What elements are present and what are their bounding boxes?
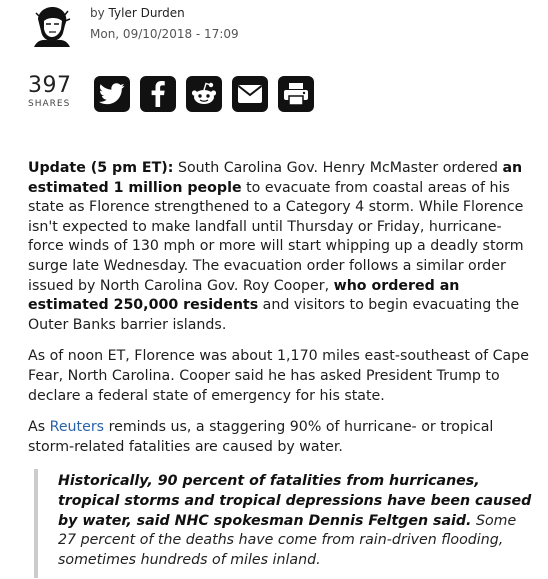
twitter-icon <box>99 83 125 105</box>
social-share-bar <box>94 76 314 112</box>
facebook-share-button[interactable] <box>140 76 176 112</box>
twitter-share-button[interactable] <box>94 76 130 112</box>
article-paragraph-update: Update (5 pm ET): South Carolina Gov. Henry McMaster ordered an estimated 1 million people to evacuate from coastal areas of his state as Florence strengthened to a Category 4 storm. While Florence isn't expected to make landfall until Thursday or Friday, hurricane-force winds of 130 mph or more will start whipping up a deadly storm surge late Wednesday. The evacuation order follows a similar order issued by North Carolina Gov. Roy Cooper, who ordered an estimated 250,000 residents and visitors to begin evacuating the Outer Banks barrier islands. <box>28 160 524 333</box>
update-lead: Update (5 pm ET): <box>28 160 174 176</box>
author-avatar[interactable] <box>30 3 74 47</box>
email-icon <box>237 84 263 104</box>
print-icon <box>283 82 309 106</box>
article-byline <box>0 0 548 60</box>
email-share-button[interactable] <box>232 76 268 112</box>
facebook-icon <box>150 81 166 107</box>
share-counter <box>28 74 76 110</box>
byline-author <box>90 6 185 20</box>
byline-prefix: by <box>90 6 105 20</box>
blockquote <box>34 469 533 578</box>
share-label: SHARES <box>28 99 71 109</box>
share-count: 397 <box>28 73 72 98</box>
article-paragraph-reuters: As Reuters reminds us, a staggering 90% of hurricane- or tropical storm-related fatalities are caused by water. <box>28 419 494 455</box>
article-body <box>28 159 533 578</box>
print-button[interactable] <box>278 76 314 112</box>
reddit-share-button[interactable] <box>186 76 222 112</box>
reuters-link[interactable]: Reuters <box>49 419 105 436</box>
reddit-icon <box>190 81 218 107</box>
publish-date: Mon, 09/10/2018 - 17:09 <box>90 27 239 41</box>
article-paragraph-florence-location: As of noon ET, Florence was about 1,170 miles east-southeast of Cape Fear, North Carolina. Cooper said he has asked President Trump to declare a federal state of emergency for his state. <box>28 348 529 404</box>
quote-text: Some 27 percent of the deaths have come from rain-driven flooding, sometimes hundreds of miles inland. <box>58 512 517 568</box>
author-link[interactable]: Tyler Durden <box>108 6 185 20</box>
quote-bold-text: Historically, 90 percent of fatalities from hurricanes, tropical storms and tropical depressions have been caused by water, said NHC spokesman Dennis Feltgen said. <box>58 473 532 529</box>
